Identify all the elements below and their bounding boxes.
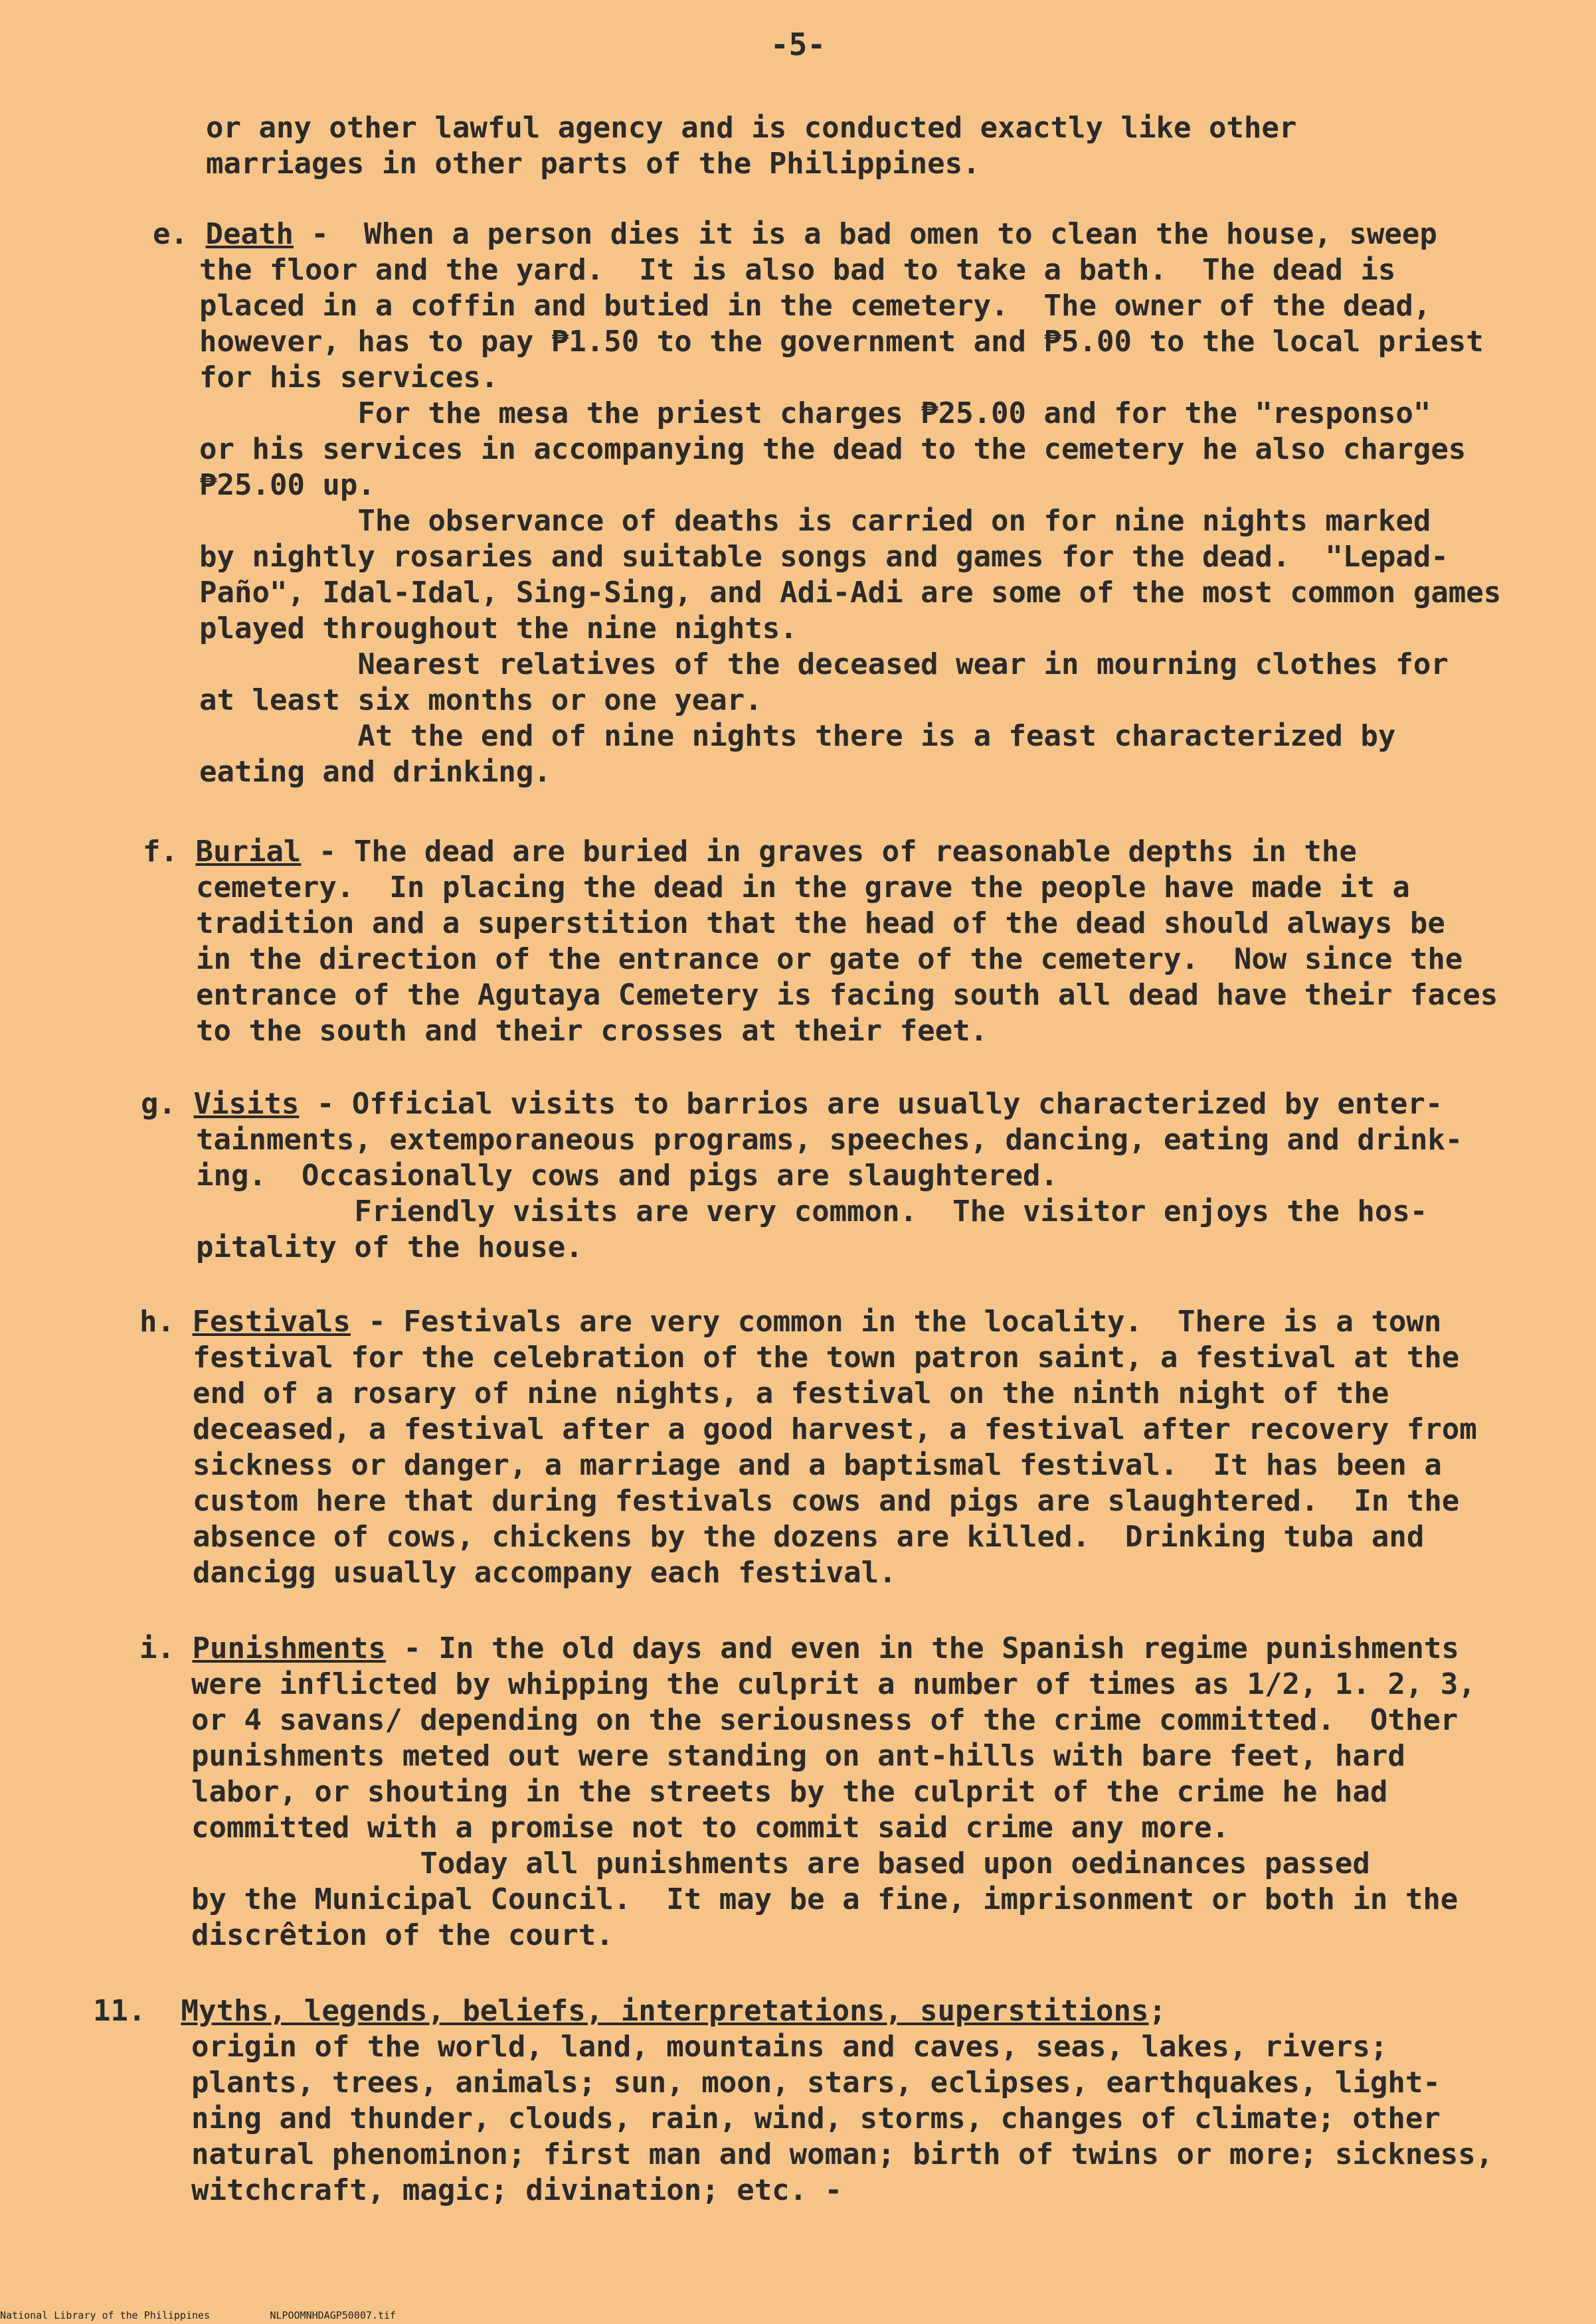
section-i-body: were inflicted by whipping the culprit a number of times as 1/2, 1. 2, 3, or 4 savans/ depending on the seriousness of the crime committed. Other punishments meted out were standing on ant-hills with bare feet, hard labor, or shouting in the streets by the culprit of the crime he had committed with a promise not to commit said crime any more. Today all punishments are based upon oedinances passed by the Municipal Council. It may be a fine, imprisonment or both in the discrêtion of the court. (191, 1667, 1476, 1952)
section-e-title: Death (205, 217, 294, 251)
section-e-heading-line (153, 216, 1437, 252)
item-11-semicolon: ; (1148, 1994, 1166, 2028)
section-f-dash: - (301, 835, 354, 869)
section-f-letter: f. (143, 835, 178, 869)
item-11-title: Myths, legends, beliefs, interpretations, superstitions (181, 1994, 1149, 2028)
section-e-letter: e. (153, 217, 188, 251)
section-e-body: the floor and the yard. It is also bad to take a bath. The dead is placed in a coffin and butied in the cemetery. The owner of the dead, however, has to pay ₱1.50 to the government and ₱5.00 to the local priest for his services. For the mesa the priest charges ₱25.00 and for the "responso" or his services in accompanying the dead to the cemetery he also charges ₱25.00 up. The observance of deaths is carried on for nine nights marked by nightly rosaries and suitable songs and games for the dead. "Lepad- Paño", Idal-Idal, Sing-Sing, and Adi-Adi are some of the most common games played throughout the nine nights. Nearest relatives of the deceased wear in mourning clothes for at least six months or one year. At the end of nine nights there is a feast characterized by eating and drinking. (199, 253, 1502, 789)
section-h-title: Festivals (192, 1305, 351, 1339)
section-h-dash: - (350, 1305, 404, 1339)
section-g-letter: g. (141, 1087, 176, 1121)
section-f-title: Burial (195, 835, 302, 869)
section-g-dash: - (299, 1087, 352, 1121)
section-e-dash: - (293, 217, 364, 251)
section-g-body: tainments, extemporaneous programs, speeches, dancing, eating and drink- ing. Occasionally cows and pigs are slaughtered. Friendly visits are very common. The visitor enjoys the hos- pitality of the house. (196, 1123, 1463, 1264)
section-i-dash: - (385, 1631, 439, 1665)
section-f-heading-line (143, 834, 1357, 870)
item-11-number: 11. (93, 1994, 146, 2028)
item-11-body: origin of the world, land, mountains and caves, seas, lakes, rivers; plants, trees, animals; sun, moon, stars, eclipses, earthquakes, light- ning and thunder, clouds, rain, wind, storms, changes of climate; other natural phenominon; first man and woman; birth of twins or more; sickness, witchcraft, magic; divination; etc. - (191, 2030, 1494, 2207)
section-i-first-line: In the old days and even in the Spanish regime punishments (438, 1631, 1459, 1665)
section-f-body: cemetery. In placing the dead in the grave the people have made it a tradition and a superstition that the head of the dead should always be in the direction of the entrance or gate of the cemetery. Now since the entrance of the Agutaya Cemetery is facing south all dead have their faces to the south and their crosses at their feet. (196, 871, 1498, 1048)
item-11-heading-line (93, 1993, 1166, 2029)
section-e-first-line: When a person dies it is a bad omen to clean the house, sweep (363, 217, 1437, 251)
intro-paragraph: or any other lawful agency and is conducted exactly like other marriages in other parts of the Philippines. (206, 111, 1297, 181)
section-h-body: festival for the celebration of the town patron saint, a festival at the end of a rosary of nine nights, a festival on the ninth night of the deceased, a festival after a good harvest, a festival after recovery from sickness or danger, a marriage and a baptismal festival. It has been a custom here that during festivals cows and pigs are slaughtered. In the absence of cows, chickens by the dozens are killed. Drinking tuba and dancigg usually accompany each festival. (193, 1341, 1477, 1590)
footer-library: National Library of the Philippines (0, 2309, 211, 2321)
section-g-heading-line (141, 1086, 1443, 1122)
scan-footer (0, 2309, 396, 2321)
section-i-heading-line (139, 1631, 1459, 1667)
footer-filename: NLPOOMNHDAGP50007.tif (270, 2309, 397, 2321)
section-i-letter: i. (139, 1631, 175, 1665)
section-h-letter: h. (139, 1305, 175, 1339)
section-g-first-line: Official visits to barrios are usually characterized by enter- (351, 1087, 1443, 1121)
section-f-first-line: The dead are buried in graves of reasonable depths in the (353, 835, 1357, 869)
section-g-title: Visits (193, 1087, 300, 1121)
section-i-title: Punishments (192, 1631, 386, 1665)
page-number: -5- (770, 27, 826, 62)
section-h-first-line: Festivals are very common in the locality. There is a town (403, 1305, 1442, 1339)
section-h-heading-line (139, 1304, 1441, 1340)
